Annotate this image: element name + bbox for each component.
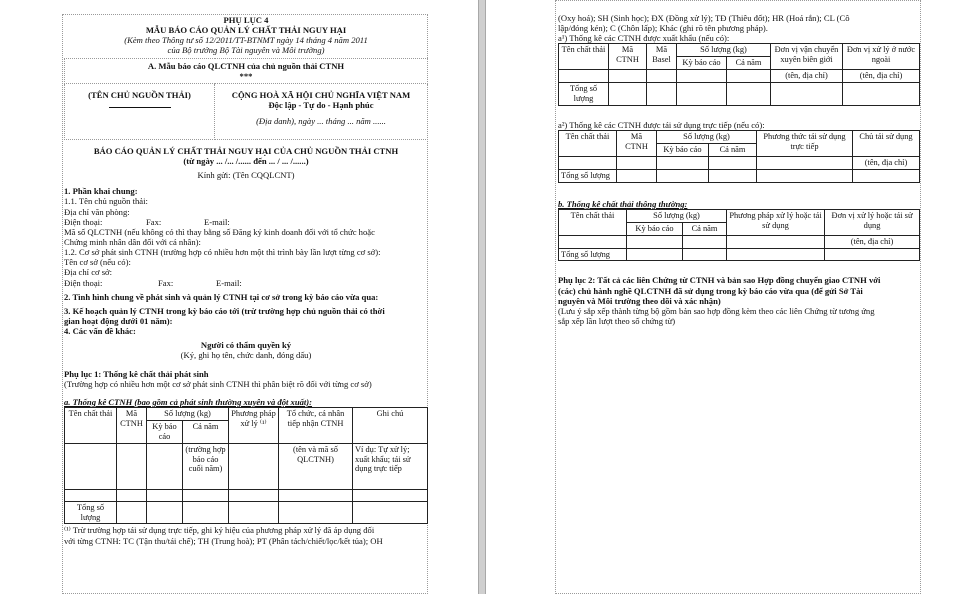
table-cell (617, 156, 657, 169)
header-cell: Số lượng (kg) (657, 131, 757, 144)
annex-2-heading: Phụ lục 2: Tất cả các liên Chứng từ CTNH và bản sao Hợp đồng chuyển giao CTNH với (558, 275, 881, 286)
table-cell (683, 248, 727, 261)
table-cell (279, 489, 353, 501)
table-cell (117, 489, 147, 501)
document-title: MẪU BÁO CÁO QUẢN LÝ CHẤT THẢI NGUY HẠI (145, 25, 347, 36)
table-cell (617, 169, 657, 182)
annex-1-heading: Phụ lục 1: Thống kê chất thải phát sinh (64, 368, 209, 379)
qlctnh-code-line-2: Chứng minh nhân dân đối với cá nhân): (64, 236, 201, 247)
header-cell: Ghi chú (353, 407, 428, 443)
appendix-label: PHỤ LỤC 4 (223, 15, 269, 25)
contact-line-1 (64, 217, 428, 227)
header-cell: Kỳ báo cáo (147, 420, 183, 443)
footnote: ⁽¹⁾ Trừ trường hợp tái sử dụng trực tiếp, ghi ký hiệu của phương pháp xử lý đã áp dụng đối (64, 525, 375, 536)
table-cell (183, 501, 229, 524)
header-cell: Đơn vị xử lý hoặc tái sử dụng (825, 209, 920, 235)
table-cell (117, 443, 147, 489)
table-cell (647, 83, 677, 106)
table-cell: (trường hợp báo cáo cuối năm) (183, 443, 229, 489)
header-cell: Tên chất thải (559, 131, 617, 157)
table-cell: (tên và mã số QLCTNH) (279, 443, 353, 489)
stars: *** (239, 70, 253, 81)
section-4-heading: 4. Các vấn đề khác: (64, 326, 136, 337)
table-cell (559, 235, 627, 248)
hazardous-waste-table (64, 407, 428, 525)
document-page-right (486, 0, 965, 594)
place-date: (Địa danh), ngày ... tháng ... năm ...... (256, 116, 386, 127)
table-cell: (tên, địa chỉ) (825, 235, 920, 248)
table-cell (147, 443, 183, 489)
header-cell: Cả năm (709, 144, 757, 157)
header-cell: Tên chất thải (65, 407, 117, 443)
table-cell (853, 169, 920, 182)
header-cell: Số lượng (kg) (627, 209, 727, 222)
table-cell (757, 169, 853, 182)
header-cell: Tên chất thải (559, 44, 609, 70)
method-codes-continued: (Oxy hoá); SH (Sinh học); ĐX (Đồng xử lý); TĐ (Thiêu đốt); HR (Hoá rắn); CL (Cô (558, 13, 850, 23)
fax-label: Fax: (158, 277, 174, 288)
form-header-table (64, 58, 428, 140)
table-cell (183, 489, 229, 501)
header-cell: Kỳ báo cáo (657, 144, 709, 157)
form-a-cell (65, 58, 428, 83)
section-1-heading: 1. Phần khai chung: (64, 186, 138, 197)
normal-waste-table (558, 209, 920, 262)
table-cell (559, 70, 609, 83)
header-cell: Số lượng (kg) (147, 407, 229, 420)
section-2-heading: 2. Tình hình chung về phát sinh và quản lý CTNH tại cơ sở trong kỳ báo cáo vừa qua: (64, 291, 379, 302)
header-cell: Kỳ báo cáo (677, 57, 727, 70)
phone-label: Điện thoại: (64, 277, 103, 288)
footnote-2: với từng CTNH: TC (Tận thu/tái chế); TH (Trung hoà); PT (Phân tách/chiết/lọc/kết tủa); OH (64, 535, 383, 546)
section-3-heading: 3. Kế hoạch quản lý CTNH trong kỳ báo cáo tới (trừ trường hợp chủ nguồn thải có thời (64, 305, 385, 316)
header-cell: Phương pháp xử lý ⁽¹⁾ (229, 407, 279, 443)
table-cell (843, 83, 920, 106)
table-row (559, 169, 920, 182)
page-left-content (64, 15, 428, 546)
header-cell: Mã CTNH (609, 44, 647, 70)
facility-heading: 1.2. Cơ sở phát sinh CTNH (trường hợp có nhiều hơn một thì trình bày lần lượt từng cơ sở): (64, 247, 381, 258)
table-cell: (tên, địa chỉ) (853, 156, 920, 169)
header-cell: Tên chất thải (559, 209, 627, 235)
header-cell: Phương pháp xử lý hoặc tái sử dụng (727, 209, 825, 235)
document-page-left (0, 0, 478, 594)
section-3-heading-2: gian hoạt động dưới 01 năm): (64, 315, 173, 326)
table-cell (727, 70, 771, 83)
table-cell (609, 70, 647, 83)
table-row (559, 248, 920, 261)
document-subtitle-2: của Bộ trưởng Bộ Tài nguyên và Môi trường) (167, 45, 325, 56)
page-right-content (558, 13, 920, 326)
table-cell (771, 83, 843, 106)
header-cell: Số lượng (kg) (677, 44, 771, 57)
table-cell (147, 489, 183, 501)
table-row (559, 70, 920, 83)
table-cell (657, 169, 709, 182)
table-cell: Ví dụ: Tự xử lý; xuất khẩu; tái sử dụng trực tiếp (353, 443, 428, 489)
table-cell (709, 169, 757, 182)
table-cell (147, 501, 183, 524)
table-cell (627, 248, 683, 261)
table-cell (677, 83, 727, 106)
total-cell: Tổng số lượng (559, 83, 609, 106)
total-cell: Tổng số lượng (559, 169, 617, 182)
owner-cell (65, 83, 215, 139)
authorized-signer: Người có thẩm quyền ký (200, 340, 292, 351)
table-cell (353, 501, 428, 524)
header-cell: Đơn vị xử lý ở nước ngoài (843, 44, 920, 70)
table-cell (609, 83, 647, 106)
email-label: E-mail: (216, 277, 242, 288)
header-cell: Mã Basel (647, 44, 677, 70)
table-row (559, 83, 920, 106)
table-cell (727, 235, 825, 248)
reuse-table-title: a²) Thống kê các CTNH được tái sử dụng trực tiếp (nếu có): (558, 119, 765, 130)
header-cell: Cả năm (183, 420, 229, 443)
table-row (65, 501, 428, 524)
table-cell (647, 70, 677, 83)
owner-name: (TÊN CHỦ NGUỒN THẢI) (88, 89, 191, 100)
office-address-line: Địa chỉ văn phòng: (64, 206, 130, 217)
reuse-table (558, 130, 920, 183)
export-table (558, 43, 920, 106)
table-cell (657, 156, 709, 169)
table-cell (559, 156, 617, 169)
table-row (65, 443, 428, 489)
email-label: E-mail: (204, 216, 230, 227)
table-cell (65, 443, 117, 489)
table-cell: (tên, địa chỉ) (771, 70, 843, 83)
total-cell: Tổng số lượng (559, 248, 627, 261)
republic-name: CỘNG HOÀ XÃ HỘI CHỦ NGHĨA VIỆT NAM (231, 89, 411, 100)
fax-label: Fax: (146, 216, 162, 227)
header-cell: Tổ chức, cá nhân tiếp nhận CTNH (279, 407, 353, 443)
qlctnh-code-line: Mã số QLCTNH (nếu không có thì thay bằng số Đăng ký kinh doanh đối với tổ chức hoặc (64, 226, 375, 237)
total-cell: Tổng số lượng (65, 501, 117, 524)
page-separator (478, 0, 486, 594)
table-a-title: a. Thống kê CTNH (bao gồm cả phát sinh thường xuyên và đột xuất): (64, 396, 313, 407)
table-cell (353, 489, 428, 501)
table-cell (825, 248, 920, 261)
phone-label: Điện thoại: (64, 216, 103, 227)
method-codes-continued-2: lập/đóng kén); C (Chôn lấp); Khác (ghi rõ tên phương pháp). (558, 23, 768, 34)
header-cell: Phương thức tái sử dụng trực tiếp (757, 131, 853, 157)
contact-line-2 (64, 278, 428, 288)
header-cell: Cả năm (683, 222, 727, 235)
annex-2-heading-2: (các) chủ hành nghề QLCTNH đã sử dụng trong kỳ báo cáo vừa qua (để gửi Sở Tài (558, 285, 863, 296)
table-cell (727, 248, 825, 261)
table-cell (229, 489, 279, 501)
table-row (559, 156, 920, 169)
export-table-title: a¹) Thống kê các CTNH được xuất khẩu (nếu có): (558, 33, 730, 44)
table-cell (117, 501, 147, 524)
report-title: BÁO CÁO QUẢN LÝ CHẤT THẢI NGUY HẠI CỦA CHỦ NGUỒN THẢI CTNH (93, 145, 399, 156)
header-cell: Mã CTNH (117, 407, 147, 443)
header-cell: Đơn vị vận chuyển xuyên biên giới (771, 44, 843, 70)
table-cell (677, 70, 727, 83)
header-cell: Mã CTNH (617, 131, 657, 157)
underline (109, 107, 171, 108)
recipient: Kính gửi: (Tên CQQLCNT) (197, 170, 295, 181)
table-row (65, 489, 428, 501)
table-cell (65, 489, 117, 501)
table-cell (229, 443, 279, 489)
table-cell (709, 156, 757, 169)
table-cell (727, 83, 771, 106)
waste-owner-name-line: 1.1. Tên chủ nguồn thải: (64, 196, 148, 207)
facility-address-line: Địa chỉ cơ sở: (64, 267, 112, 278)
normal-waste-title: b. Thống kê chất thải thông thường: (558, 198, 688, 209)
national-header-cell (215, 83, 428, 139)
table-cell (229, 501, 279, 524)
annex-2-heading-3: nguyên và Môi trường theo dõi và xác nhận) (558, 295, 721, 306)
header-cell: Cả năm (727, 57, 771, 70)
table-row (559, 235, 920, 248)
annex-2-note-2: sắp xếp lần lượt theo số chứng từ) (558, 316, 676, 327)
header-cell: Chủ tái sử dụng (853, 131, 920, 157)
annex-1-note: (Trường hợp có nhiều hơn một cơ sở phát sinh CTNH thì phân biệt rõ đối với từng cơ sở) (64, 378, 372, 389)
table-cell (627, 235, 683, 248)
facility-name-line: Tên cơ sở (nếu có): (64, 257, 131, 268)
table-cell (279, 501, 353, 524)
table-cell: (tên, địa chỉ) (843, 70, 920, 83)
form-a-title: A. Mẫu báo cáo QLCTNH của chủ nguồn thải CTNH (147, 60, 345, 71)
document-subtitle: (Kèm theo Thông tư số 12/2011/TT-BTNMT ngày 14 tháng 4 năm 2011 (124, 35, 368, 46)
header-cell: Kỳ báo cáo (627, 222, 683, 235)
report-period: (từ ngày ... /... /...... đến ... / ... /......) (183, 155, 309, 166)
table-cell (757, 156, 853, 169)
table-cell (683, 235, 727, 248)
annex-2-note: (Lưu ý sắp xếp thành từng bộ gồm bản sao hợp đồng kèm theo các liên Chứng từ tương ứng (558, 305, 875, 316)
national-motto: Độc lập - Tự do - Hạnh phúc (268, 99, 374, 110)
authorized-note: (Ký, ghi họ tên, chức danh, đóng dấu) (180, 350, 312, 361)
